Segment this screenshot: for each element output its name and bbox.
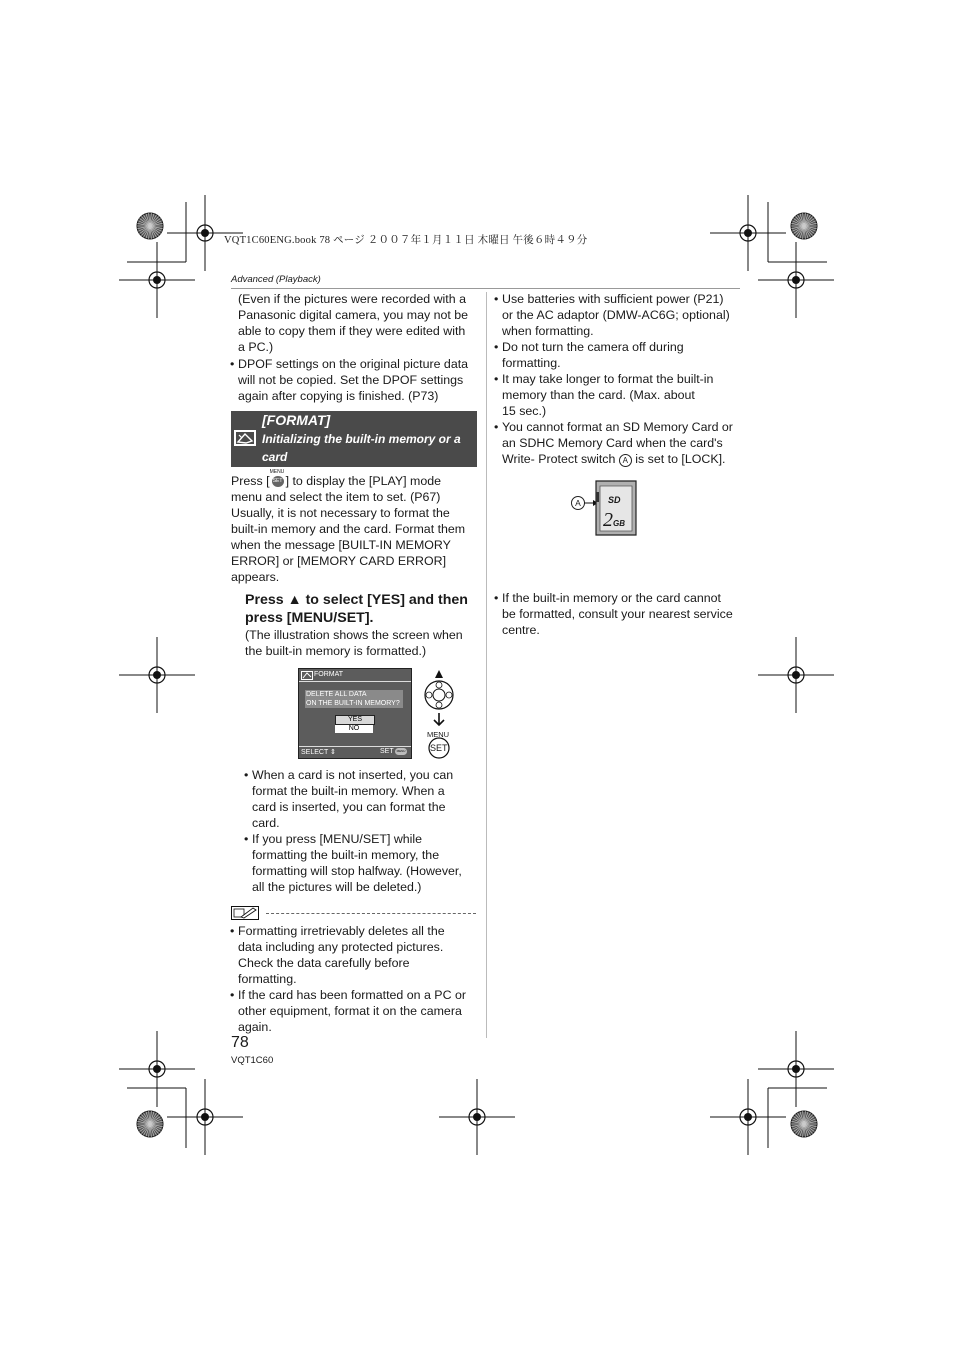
sd-card-illustration	[595, 480, 637, 536]
registration-mark-dot	[473, 1113, 481, 1121]
text-line: • Do not turn the camera off during	[502, 340, 684, 354]
text-line: again after copying is finished. (P73)	[238, 389, 439, 403]
intro-paragraph	[238, 291, 483, 355]
text-fragment: ] to display the [PLAY] mode	[285, 474, 441, 488]
lcd-divider	[299, 681, 411, 682]
lcd-divider	[299, 746, 411, 747]
lcd-message	[305, 690, 403, 708]
text-line: format the built-in memory. When a	[252, 784, 445, 798]
sd-capacity-unit: GB	[613, 519, 625, 528]
text-line: • Use batteries with sufficient power (P21)	[502, 292, 724, 306]
menu-set-icon	[269, 469, 286, 487]
page-number: 78	[231, 1034, 249, 1051]
format-icon	[234, 430, 256, 446]
card-marker-a: A	[571, 496, 585, 510]
text-line: Check the data carefully before	[238, 956, 410, 970]
text-line: Initializing the built-in memory or a	[262, 432, 461, 446]
registration-mark-dot	[201, 229, 209, 237]
list-item	[230, 987, 482, 1035]
sd-capacity	[603, 509, 625, 532]
text-line: • Formatting irretrievably deletes all the	[238, 924, 445, 938]
lcd-title: FORMAT	[314, 671, 344, 678]
text-line	[502, 451, 746, 467]
text-line: menu and select the item to set. (P67)	[231, 490, 441, 504]
registration-mark-dot	[153, 671, 161, 679]
text-line: when formatting.	[502, 324, 594, 338]
list-item	[230, 923, 482, 987]
text-line: • It may take longer to format the built-in	[502, 372, 714, 386]
text-line: (Even if the pictures were recorded with a	[238, 292, 466, 306]
text-line: centre.	[502, 623, 540, 637]
header-rule	[231, 288, 740, 289]
right-bullet-list	[494, 291, 746, 467]
text-line: formatting.	[238, 972, 297, 986]
text-line: formatting.	[502, 356, 561, 370]
menu-icon-circle: SET	[272, 476, 284, 487]
note-icon	[231, 906, 259, 920]
text-line: Usually, it is not necessary to format the	[231, 506, 450, 520]
lcd-screen-illustration	[298, 668, 412, 759]
instruction-paragraph	[231, 469, 481, 585]
text-line: a PC.)	[238, 340, 274, 354]
text-line: other equipment, format it on the camera	[238, 1004, 462, 1018]
text-line: card.	[252, 816, 280, 830]
step-bullet-list	[244, 767, 484, 895]
text-line: able to copy them if they were edited with	[238, 324, 466, 338]
text-line: card is inserted, you can format the	[252, 800, 446, 814]
text-line: Panasonic digital camera, you may not be	[238, 308, 469, 322]
registration-mark-dot	[744, 1113, 752, 1121]
text-line: an SDHC Memory Card when the card's	[502, 436, 723, 450]
model-code: VQT1C60	[231, 1055, 274, 1066]
text-line: • DPOF settings on the original picture data	[238, 357, 469, 371]
text-line: the built-in memory is formatted.)	[245, 644, 427, 658]
final-bullet	[494, 590, 754, 638]
text-line: • If the built-in memory or the card cannot	[502, 591, 722, 605]
registration-mark-dot	[792, 671, 800, 679]
text-line: 15 sec.)	[502, 404, 547, 418]
text-line: ERROR] or [MEMORY CARD ERROR]	[231, 554, 447, 568]
format-title: [FORMAT]	[262, 412, 331, 428]
sd-logo: SD	[608, 495, 621, 505]
text-line: when the message [BUILT-IN MEMORY	[231, 538, 451, 552]
text-line: • If the card has been formatted on a PC or	[238, 988, 466, 1002]
text-fragment: Write- Protect switch	[502, 452, 616, 466]
text-line: ON THE BUILT-IN MEMORY?	[306, 700, 400, 707]
registration-mark-dot	[201, 1113, 209, 1121]
circled-a-marker: A	[619, 454, 632, 467]
text-line: will not be copied. Set the DPOF settings	[238, 373, 464, 387]
format-subtitle	[262, 430, 461, 466]
text-line: memory than the card. (Max. about	[502, 388, 695, 402]
text-line: all the pictures will be deleted.)	[252, 880, 422, 894]
text-fragment: is set to [LOCK].	[635, 452, 726, 466]
section-label: Advanced (Playback)	[231, 274, 321, 285]
lcd-no-option: NO	[335, 725, 373, 733]
menu-label: MENU	[427, 730, 450, 739]
text-line: again.	[238, 1020, 272, 1034]
registration-mark-dot	[744, 229, 752, 237]
text-line: formatting the built-in memory, the	[252, 848, 440, 862]
note-dashed-rule	[266, 913, 476, 914]
format-icon	[301, 671, 313, 680]
press-line	[231, 469, 481, 489]
text-line: appears.	[231, 570, 280, 584]
list-item	[494, 371, 746, 419]
print-header: VQT1C60ENG.book 78 ページ ２００７年１月１１日 木曜日 午後６時４９分	[224, 235, 588, 246]
text-line: press [MENU/SET].	[245, 610, 374, 626]
text-line: (The illustration shows the screen when	[245, 628, 463, 642]
sd-capacity-number: 2	[603, 509, 613, 531]
text-line: data including any protected pictures.	[238, 940, 444, 954]
format-heading-box	[231, 411, 477, 467]
text-line: card	[262, 450, 288, 464]
registration-mark-dot	[792, 276, 800, 284]
text-line: or the AC adaptor (DMW-AC6G; optional)	[502, 308, 730, 322]
registration-mark-dot	[792, 1065, 800, 1073]
set-label: SET	[430, 743, 448, 753]
list-item	[494, 339, 746, 371]
text-line: • When a card is not inserted, you can	[252, 768, 454, 782]
step-note	[245, 627, 485, 659]
text-line: • You cannot format an SD Memory Card or	[502, 420, 733, 434]
up-arrow-icon	[435, 670, 443, 678]
note-bullet-list	[230, 923, 482, 1035]
step-title	[245, 591, 485, 627]
registration-mark-dot	[153, 1065, 161, 1073]
lcd-yes-option: YES	[335, 715, 375, 725]
dpof-bullet	[230, 356, 488, 404]
menu-icon-top-label: MENU	[269, 469, 285, 475]
list-item	[244, 831, 484, 895]
list-item	[494, 291, 746, 339]
text-line: formatting will stop halfway. (However,	[252, 864, 462, 878]
down-arrow-icon	[434, 713, 444, 725]
lcd-select-label: SELECT ⇕	[301, 749, 336, 756]
text-line: DELETE ALL DATA	[306, 691, 367, 698]
lcd-set-label: SET	[380, 748, 394, 755]
lcd-menu-set-icon: MENU	[396, 749, 406, 753]
text-line: Press ▲ to select [YES] and then	[245, 592, 468, 608]
text-fragment: Press [	[231, 474, 270, 488]
list-item	[494, 419, 746, 467]
registration-mark-dot	[153, 276, 161, 284]
text-line: built-in memory and the card. Format them	[231, 522, 466, 536]
text-line: • If you press [MENU/SET] while	[252, 832, 423, 846]
list-item	[244, 767, 484, 831]
text-line: be formatted, consult your nearest service	[502, 607, 733, 621]
